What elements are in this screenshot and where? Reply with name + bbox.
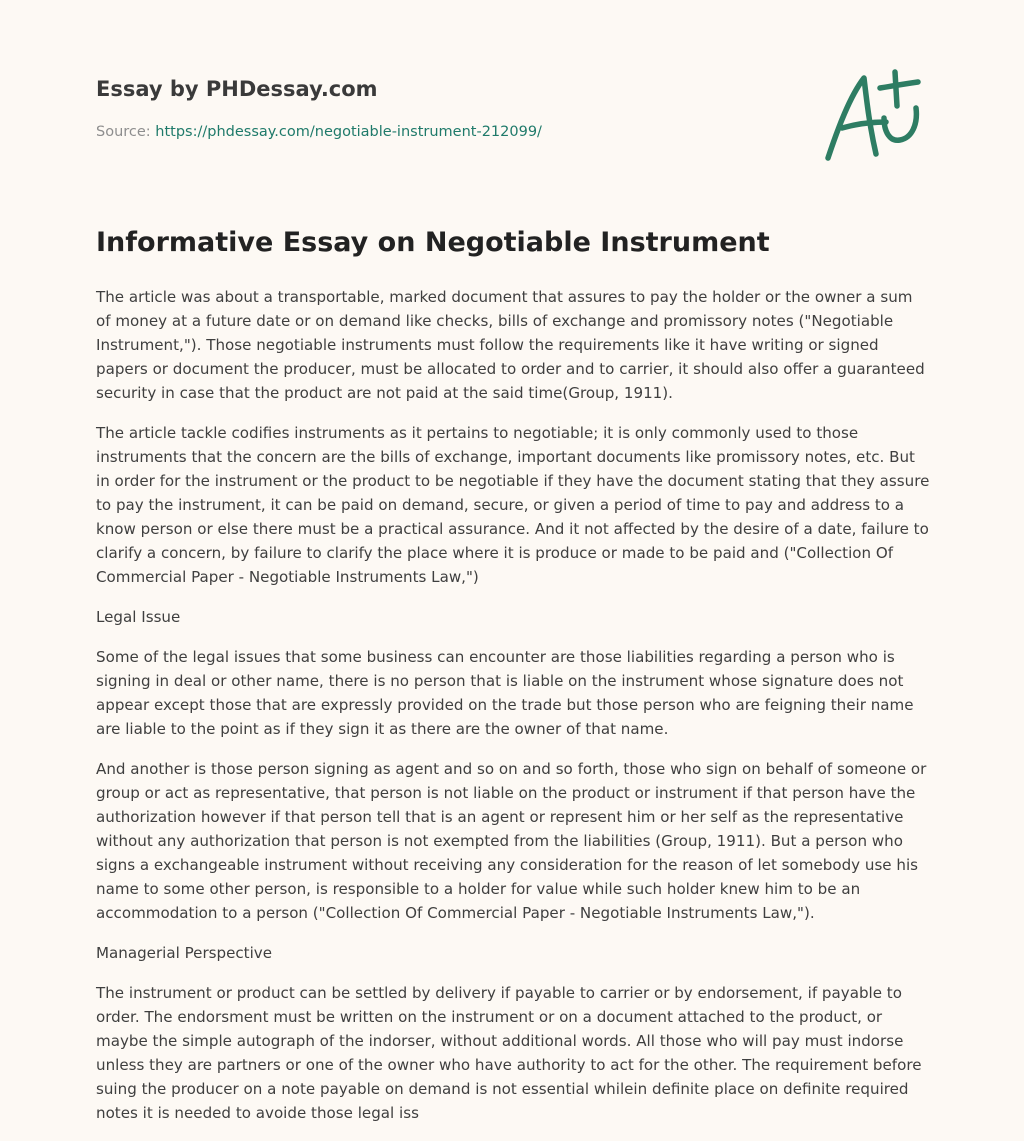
article-body	[96, 285, 930, 1141]
paragraph: The article tackle codifies instruments as it pertains to negotiable; it is only commonly used to those instruments that the concern are the bills of exchange, important documents like promissory notes, etc. But in order for the instrument or the product to be negotiable if they have the document stating that they assure to pay the instrument, it can be paid on demand, secure, or given a period of time to pay and address to a know person or else there must be a practical assurance. And it not affected by the desire of a date, failure to clarify a concern, by failure to clarify the place where it is produce or made to be paid and ("Collection Of Commercial Paper - Negotiable Instruments Law,")	[96, 424, 930, 586]
paragraph: The instrument or product can be settled by delivery if payable to carrier or by endorsement, if payable to order. The endorsment must be written on the instrument or on a document attached to the product, or maybe the simple autograph of the indorser, without additional words. All those who will pay must indorse unless they are partners or one of the owner who have authority to act for the other. The requirement before suing the producer on a note payable on demand is not essential whilein definite place on definite required notes it is needed to avoide those legal iss	[96, 984, 922, 1122]
source-line	[96, 124, 542, 140]
paragraph: The article was about a transportable, marked document that assures to pay the holder or the owner a sum of money at a future date or on demand like checks, bills of exchange and promissory notes ("Negotiable Instrument,"). Those negotiable instruments must follow the requirements like it have writing or signed papers or document the producer, must be allocated to order and to carrier, it should also offer a guaranteed security in case that the product are not paid at the said time(Group, 1911).	[96, 288, 925, 402]
paragraph: And another is those person signing as agent and so on and so forth, those who sign on behalf of someone or group or act as representative, that person is not liable on the product or instrument if that person have the authorization however if that person tell that is an agent or represent him or her self as the representative without any authorization that person is not exempted from the liabilities (Group, 1911). But a person who signs a exchangeable instrument without receiving any consideration for the reason of let somebody use his name to some other person, is responsible to a holder for value while such holder knew him to be an accommodation to a person ("Collection Of Commercial Paper - Negotiable Instruments Law,").	[96, 760, 927, 922]
paragraph: Some of the legal issues that some business can encounter are those liabilities regarding a person who is signing in deal or other name, there is no person that is liable on the instrument whose signature does not appear except those that are expressly provided on the trade but those person who are feigning their name are liable to the point as if they sign it as there are the owner of that name.	[96, 648, 914, 738]
a-plus-logo-icon	[820, 66, 930, 166]
source-label: Source:	[96, 124, 156, 140]
article-title: Informative Essay on Negotiable Instrument	[96, 227, 770, 258]
source-link[interactable]: https://phdessay.com/negotiable-instrument-212099/	[155, 124, 542, 140]
site-brand: Essay by PHDessay.com	[96, 77, 378, 101]
section-heading: Managerial Perspective	[96, 944, 273, 962]
section-heading: Legal Issue	[96, 608, 181, 626]
